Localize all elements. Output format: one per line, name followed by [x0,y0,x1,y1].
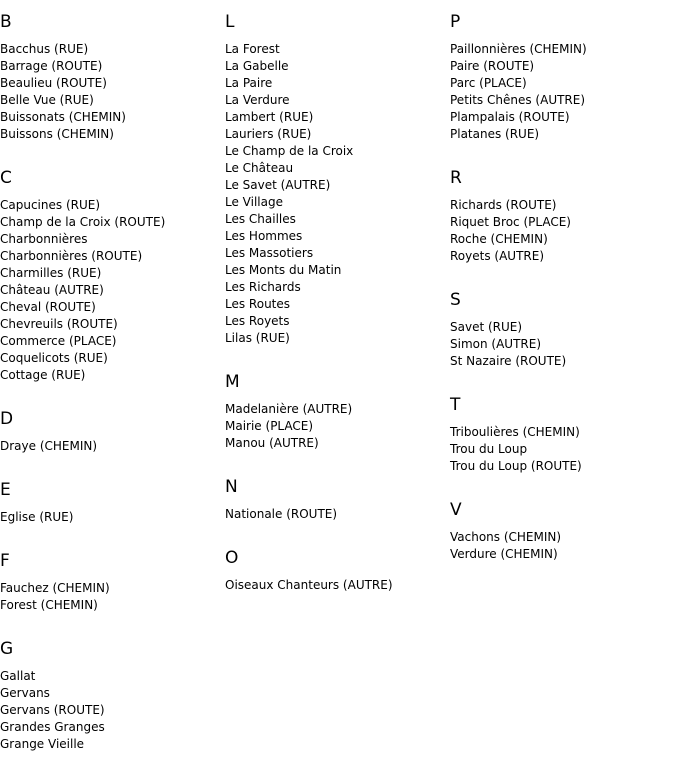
letter-heading: N [225,477,238,497]
group-spacer [0,455,225,468]
street-list [450,41,675,143]
street-link[interactable]: Grandes Granges [0,720,105,734]
street-link[interactable]: Charbonnières [0,232,88,246]
street-link[interactable]: Capucines (RUE) [0,198,101,212]
street-link[interactable]: Draye (CHEMIN) [0,439,98,453]
street-list [225,401,450,452]
group-spacer [450,563,675,576]
letter-group [450,0,675,156]
street-link[interactable]: Madelanière (AUTRE) [225,402,353,416]
street-link[interactable]: Les Massotiers [225,246,314,260]
street-link[interactable]: Mairie (PLACE) [225,419,314,433]
group-spacer [0,753,225,766]
street-link[interactable]: Gervans [0,686,50,700]
letter-group [225,0,450,360]
group-spacer [450,143,675,156]
street-link[interactable]: Coquelicots (RUE) [0,351,108,365]
letter-group [0,468,225,539]
group-spacer [450,370,675,383]
street-list [450,319,675,370]
group-spacer [0,614,225,627]
letter-heading: P [450,12,461,32]
street-link[interactable]: Barrage (ROUTE) [0,59,103,73]
group-spacer [450,475,675,488]
letter-heading: E [0,480,11,500]
street-link[interactable]: Les Richards [225,280,301,294]
street-link[interactable]: Petits Chênes (AUTRE) [450,93,586,107]
street-link[interactable]: Gallat [0,669,36,683]
street-link[interactable]: Parc (PLACE) [450,76,527,90]
letter-group [450,383,675,488]
street-link[interactable]: Richards (ROUTE) [450,198,557,212]
street-list [0,580,225,614]
street-list [0,197,225,384]
letter-group [0,397,225,468]
street-link[interactable]: Charmilles (RUE) [0,266,102,280]
street-link[interactable]: Riquet Broc (PLACE) [450,215,571,229]
letter-heading: D [0,409,14,429]
street-link[interactable]: Nationale (ROUTE) [225,507,338,521]
letter-group [225,536,450,607]
street-link[interactable]: Oiseaux Chanteurs (AUTRE) [225,578,393,592]
street-link[interactable]: Les Monts du Matin [225,263,342,277]
street-link[interactable]: Beaulieu (ROUTE) [0,76,107,90]
street-list [225,41,450,347]
street-link[interactable]: Paire (ROUTE) [450,59,535,73]
letter-heading: R [450,168,462,188]
street-link[interactable]: Platanes (RUE) [450,127,540,141]
street-list [0,438,225,455]
letter-heading: T [450,395,461,415]
letter-heading: F [0,551,10,571]
street-list [450,197,675,265]
street-list [0,668,225,753]
street-index-column-3 [450,0,675,576]
street-link[interactable]: Trou du Loup [450,442,528,456]
street-index-column-1 [0,0,225,766]
letter-group [0,156,225,397]
letter-group [450,278,675,383]
street-link[interactable]: Les Royets [225,314,290,328]
street-link[interactable]: La Gabelle [225,59,289,73]
street-list [225,506,450,523]
street-link[interactable]: Les Chailles [225,212,296,226]
street-link[interactable]: St Nazaire (ROUTE) [450,354,567,368]
letter-heading: S [450,290,461,310]
group-spacer [0,143,225,156]
street-link[interactable]: Triboulières (CHEMIN) [450,425,580,439]
street-link[interactable]: Champ de la Croix (ROUTE) [0,215,166,229]
group-spacer [225,452,450,465]
street-list [225,577,450,594]
group-spacer [225,523,450,536]
street-link[interactable]: Lambert (RUE) [225,110,314,124]
letter-group [0,0,225,156]
group-spacer [225,594,450,607]
letter-heading: O [225,548,239,568]
group-spacer [0,526,225,539]
street-link[interactable]: Cheval (ROUTE) [0,300,96,314]
street-link[interactable]: Le Village [225,195,283,209]
letter-group [0,539,225,627]
street-link[interactable]: Paillonnières (CHEMIN) [450,42,587,56]
street-link[interactable]: La Paire [225,76,273,90]
street-link[interactable]: Gervans (ROUTE) [0,703,105,717]
street-link[interactable]: Grange Vieille [0,737,85,751]
street-list [0,41,225,143]
street-link[interactable]: Le Champ de la Croix [225,144,354,158]
street-index-column-2 [225,0,450,607]
street-link[interactable]: Commerce (PLACE) [0,334,117,348]
street-link[interactable]: Roche (CHEMIN) [450,232,548,246]
street-link[interactable]: La Verdure [225,93,290,107]
letter-heading: L [225,12,235,32]
letter-group [450,156,675,278]
street-link[interactable]: Les Hommes [225,229,303,243]
letter-heading: M [225,372,240,392]
street-link[interactable]: Verdure (CHEMIN) [450,547,558,561]
street-link[interactable]: Le Savet (AUTRE) [225,178,331,192]
letter-heading: C [0,168,12,188]
group-spacer [0,384,225,397]
street-link[interactable]: Château (AUTRE) [0,283,104,297]
street-link[interactable]: Eglise (RUE) [0,510,74,524]
street-link[interactable]: Lilas (RUE) [225,331,290,345]
street-link[interactable]: Royets (AUTRE) [450,249,545,263]
street-list [0,509,225,526]
street-link[interactable]: Simon (AUTRE) [450,337,542,351]
street-link[interactable]: Le Château [225,161,294,175]
street-link[interactable]: Cottage (RUE) [0,368,86,382]
street-link[interactable]: Forest (CHEMIN) [0,598,98,612]
street-link[interactable]: Bacchus (RUE) [0,42,89,56]
street-link[interactable]: Lauriers (RUE) [225,127,312,141]
street-link[interactable]: Fauchez (CHEMIN) [0,581,110,595]
street-link[interactable]: Savet (RUE) [450,320,523,334]
letter-heading: B [0,12,12,32]
street-link[interactable]: Buissons (CHEMIN) [0,127,114,141]
street-link[interactable]: Chevreuils (ROUTE) [0,317,118,331]
letter-heading: G [0,639,14,659]
group-spacer [225,347,450,360]
street-link[interactable]: Vachons (CHEMIN) [450,530,562,544]
street-list [450,424,675,475]
letter-group [0,627,225,766]
street-link[interactable]: Manou (AUTRE) [225,436,319,450]
street-link[interactable]: Trou du Loup (ROUTE) [450,459,582,473]
street-link[interactable]: Plampalais (ROUTE) [450,110,570,124]
letter-heading: V [450,500,462,520]
letter-group [450,488,675,576]
group-spacer [450,265,675,278]
street-list [450,529,675,563]
letter-group [225,360,450,465]
street-link[interactable]: La Forest [225,42,280,56]
street-link[interactable]: Charbonnières (ROUTE) [0,249,143,263]
street-link[interactable]: Les Routes [225,297,291,311]
street-link[interactable]: Belle Vue (RUE) [0,93,94,107]
street-link[interactable]: Buissonats (CHEMIN) [0,110,126,124]
letter-group [225,465,450,536]
